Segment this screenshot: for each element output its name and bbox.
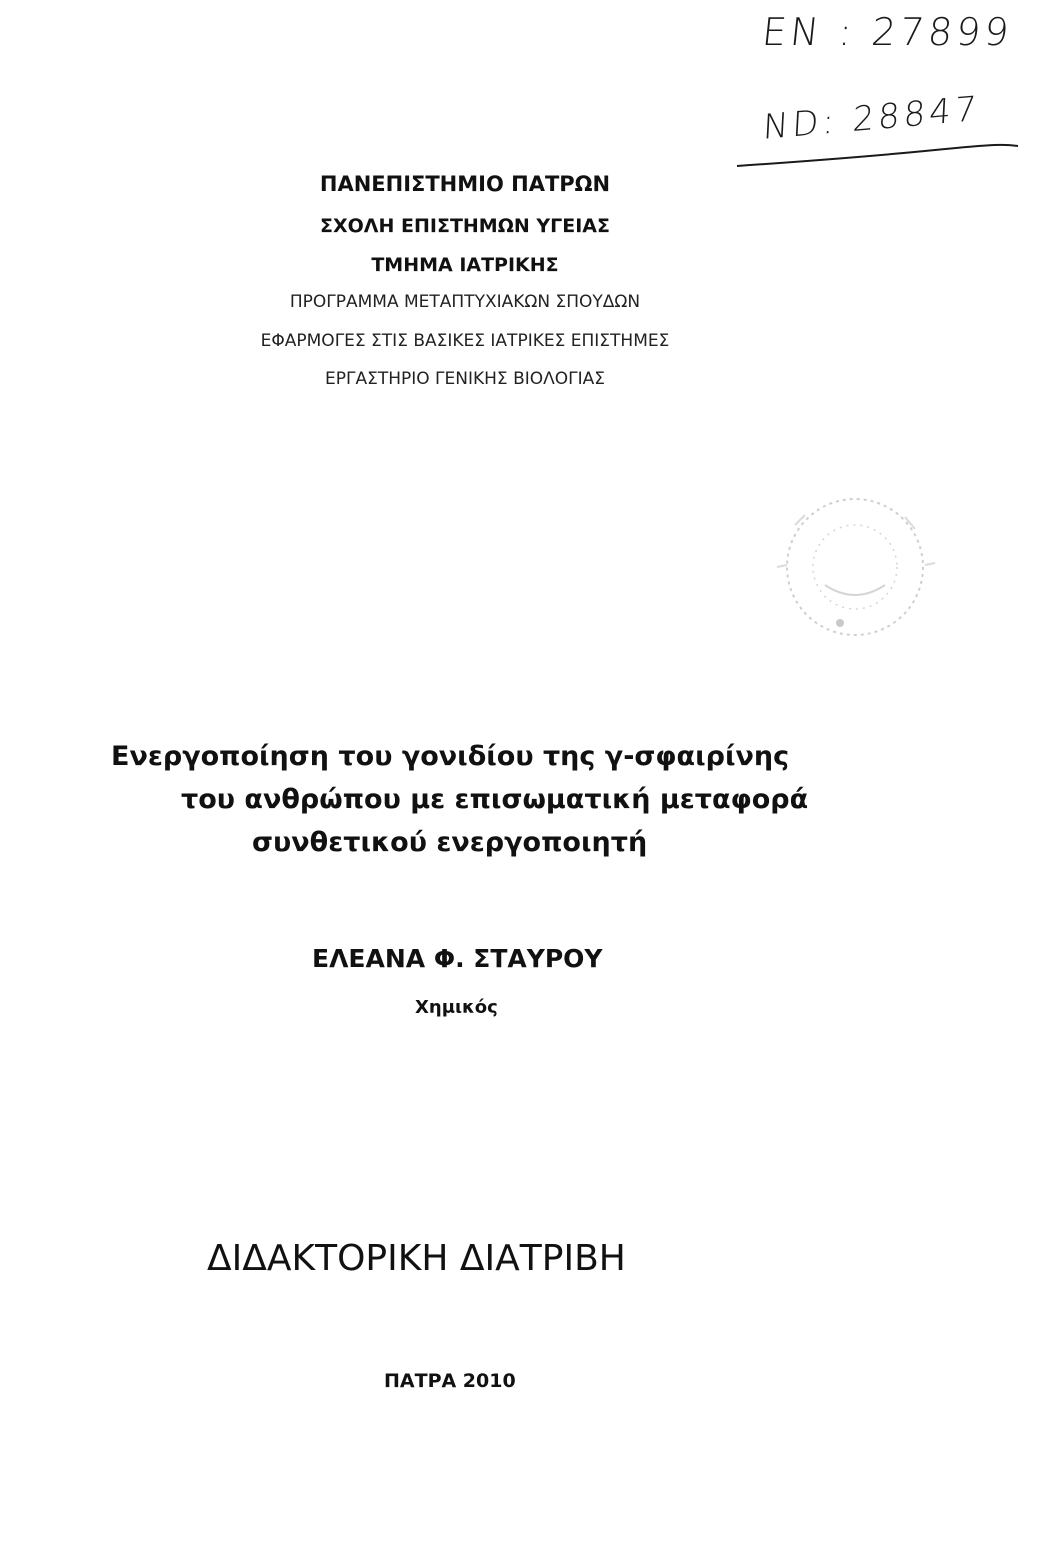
program-name: ΕΦΑΡΜΟΓΕΣ ΣΤΙΣ ΒΑΣΙΚΕΣ ΙΑΤΡΙΚΕΣ ΕΠΙΣΤΗΜΕΣ bbox=[260, 331, 670, 351]
department-name: ΤΜΗΜΑ ΙΑΤΡΙΚΗΣ bbox=[371, 254, 559, 276]
thesis-title-line-2: του ανθρώπου με επισωματική μεταφορά bbox=[181, 784, 809, 815]
place-date: ΠΑΤΡΑ 2010 bbox=[384, 1370, 516, 1392]
handwritten-nd-number: ND: 28847 bbox=[762, 88, 982, 148]
thesis-title-line-3: συνθετικού ενεργοποιητή bbox=[252, 827, 648, 858]
author-name: ΕΛΕΑΝΑ Φ. ΣΤΑΥΡΟΥ bbox=[312, 944, 603, 973]
school-name: ΣΧΟΛΗ ΕΠΙΣΤΗΜΩΝ ΥΓΕΙΑΣ bbox=[320, 215, 610, 237]
handwritten-en-number: EN : 27899 bbox=[760, 10, 1015, 54]
program-label: ΠΡΟΓΡΑΜΜΑ ΜΕΤΑΠΤΥΧΙΑΚΩΝ ΣΠΟΥΔΩΝ bbox=[289, 292, 641, 312]
library-stamp bbox=[765, 495, 945, 645]
author-profession: Χημικός bbox=[415, 997, 498, 1018]
handwritten-underline bbox=[735, 140, 1020, 170]
laboratory-name: ΕΡΓΑΣΤΗΡΙΟ ΓΕΝΙΚΗΣ ΒΙΟΛΟΓΙΑΣ bbox=[325, 369, 605, 389]
document-type: ΔΙΔΑΚΤΟΡΙΚΗ ΔΙΑΤΡΙΒΗ bbox=[207, 1238, 626, 1279]
thesis-title-line-1: Ενεργοποίηση του γονιδίου της γ-σφαιρίνης bbox=[111, 741, 790, 772]
university-name: ΠΑΝΕΠΙΣΤΗΜΙΟ ΠΑΤΡΩΝ bbox=[319, 172, 611, 196]
